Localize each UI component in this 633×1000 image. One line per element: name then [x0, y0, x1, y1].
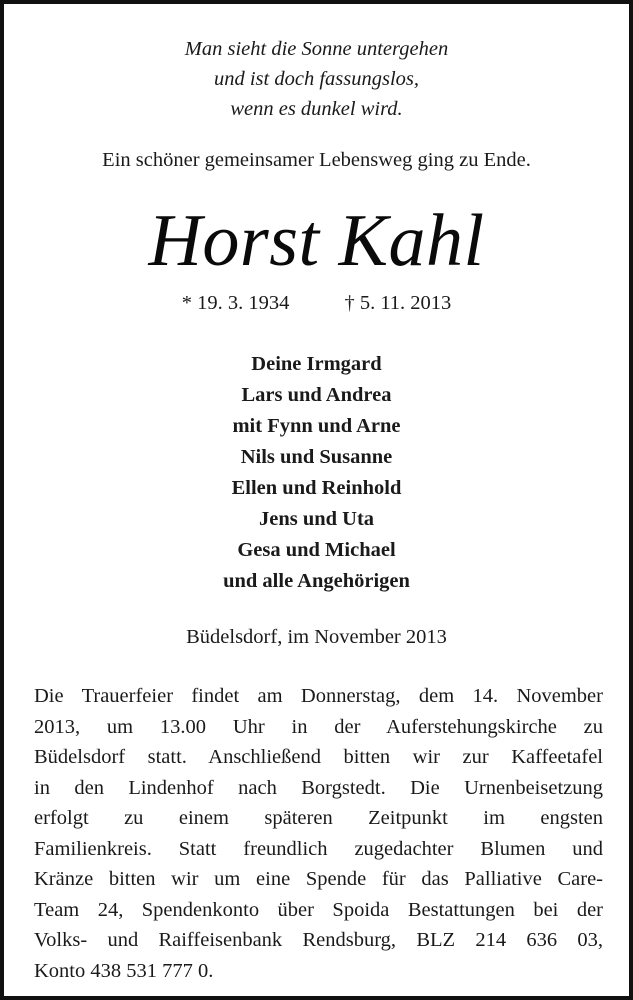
- notice-line: erfolgt zu einem späteren Zeitpunkt im engsten: [34, 807, 603, 829]
- poem-line: wenn es dunkel wird.: [230, 98, 403, 120]
- poem-line: Man sieht die Sonne untergehen: [184, 38, 449, 60]
- mourner-line: und alle Angehörigen: [223, 570, 410, 592]
- intro-sentence: Ein schöner gemeinsamer Lebensweg ging zu Ende.: [102, 149, 531, 171]
- notice-line: Die Trauerfeier findet am Donnerstag, dem 14. November: [34, 685, 603, 707]
- death-date: † 5. 11. 2013: [344, 292, 452, 314]
- mourner-line: Nils und Susanne: [240, 446, 393, 468]
- mourner-line: mit Fynn und Arne: [232, 415, 401, 437]
- mourners-list: [4, 349, 629, 597]
- poem-line: und ist doch fassungslos,: [213, 68, 420, 90]
- notice-line: Volks- und Raiffeisenbank Rendsburg, BLZ 214 636 03,: [34, 929, 603, 951]
- poem: [4, 34, 629, 124]
- place-and-date: Büdelsdorf, im November 2013: [186, 626, 447, 648]
- mourner-line: Gesa und Michael: [237, 539, 396, 561]
- notice-line: in den Lindenhof nach Borgstedt. Die Urnenbeisetzung: [34, 776, 603, 799]
- notice-line: 2013, um 13.00 Uhr in der Auferstehungskirche zu: [34, 715, 603, 738]
- funeral-details: [34, 681, 603, 986]
- birth-date: * 19. 3. 1934: [181, 292, 290, 314]
- life-dates: [4, 289, 629, 317]
- deceased-name: Horst Kahl: [148, 200, 485, 282]
- notice-line: Team 24, Spendenkonto über Spoida Bestattungen bei der: [34, 898, 603, 921]
- mourner-line: Ellen und Reinhold: [231, 477, 402, 499]
- notice-line: Konto 438 531 777 0.: [34, 959, 214, 982]
- notice-line: Familienkreis. Statt freundlich zugedachter Blumen und: [34, 837, 603, 860]
- mourner-line: Deine Irmgard: [251, 353, 382, 375]
- mourner-line: Lars und Andrea: [241, 384, 392, 406]
- mourner-line: Jens und Uta: [258, 508, 375, 530]
- notice-line: Büdelsdorf statt. Anschließend bitten wir zur Kaffeetafel: [34, 746, 603, 768]
- notice-line: Kränze bitten wir um eine Spende für das Palliative Care-: [34, 868, 603, 890]
